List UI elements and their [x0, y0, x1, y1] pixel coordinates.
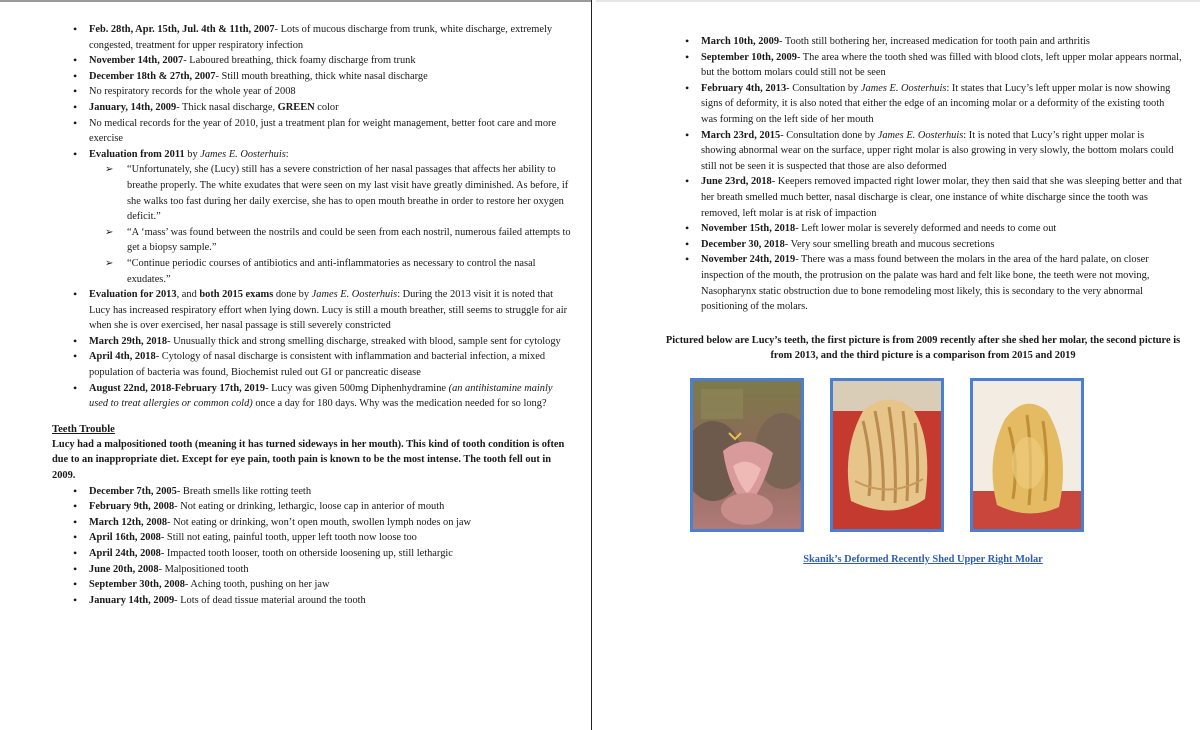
item-text: done by: [273, 289, 312, 301]
item-text: - Aching tooth, pushing on her jaw: [184, 579, 330, 591]
item-text: - Laboured breathing, thick foamy discharge from trunk: [183, 55, 416, 67]
item-text: - Very sour smelling breath and mucous secretions: [784, 238, 995, 250]
molar-photo-icon: [833, 381, 941, 529]
item-date: August 22nd, 2018-February 17th, 2019: [89, 382, 266, 394]
item-text: - Keepers removed impacted right lower molar, they then said that she was sleeping better and that her breath smelled much better, nasal discharge is clear, one instance of white discharge since the tooth was removed, left molar is at risk of impaction: [701, 176, 1182, 219]
list-item: [72, 562, 572, 578]
item-text: - Unusually thick and strong smelling discharge, streaked with blood, sample sent for cytology: [167, 335, 561, 347]
list-item: [72, 100, 572, 116]
item-date: September 30th, 2008: [89, 579, 185, 591]
list-item: [72, 515, 572, 531]
picture-intro: Pictured below are Lucy’s teeth, the first picture is from 2009 recently after she shed her molar, the second picture is from 2013, and the third picture is a comparison from 2015 and 2019: [665, 334, 1181, 362]
item-date: November 15th, 2018: [701, 223, 796, 235]
molar-comparison-icon: [973, 381, 1081, 529]
list-item: [72, 287, 572, 334]
item-text: No respiratory records for the whole year of 2008: [89, 86, 296, 98]
item-text: - Consultation done by: [780, 129, 878, 141]
item-text: by: [184, 148, 201, 160]
list-item: [72, 499, 572, 515]
item-date: December 7th, 2005: [89, 485, 177, 497]
list-item: [684, 128, 1182, 175]
dental-history-list: [684, 34, 1182, 81]
vet-name: James E. Oosterhuis: [877, 129, 964, 141]
respiratory-history-list: [72, 22, 572, 147]
item-date: February 4th, 2013: [701, 82, 787, 94]
section-title: Teeth Trouble: [52, 423, 115, 435]
item-date: GREEN: [277, 101, 315, 113]
item-text: - Malpositioned tooth: [158, 563, 249, 575]
item-text: - Lots of mucous discharge from trunk, white discharge, extremely congested, treatment for upper respiratory infection: [89, 24, 553, 51]
item-date: June 23rd, 2018: [701, 176, 772, 188]
item-date: September 10th, 2009: [701, 51, 797, 63]
item-text: - There was a mass found between the molars in the area of the hard palate, on closer inspection of the mouth, the protrusion on the palate was hard and felt like bone, the teeth were not moving, Nasopharynx static obstruction due to bone remodeling most likely, this is secondary to the very abnormal positioning of the molars.: [701, 254, 1150, 313]
list-item: [72, 84, 572, 100]
item-text: - Not eating or drinking, lethargic, loose cap in anterior of mouth: [174, 501, 445, 513]
item-date: March 10th, 2009: [701, 36, 780, 47]
item-text: - Consultation by: [786, 82, 861, 94]
item-date: Evaluation for 2013: [89, 289, 177, 301]
list-item: [684, 221, 1182, 237]
section-intro: Lucy had a malpositioned tooth (meaning it has turned sideways in her mouth). This kind of tooth condition is often due to an inappropriate diet. Except for eye pain, tooth pain is known to be the most intense. The tooth fell out in 2009.: [52, 438, 565, 482]
item-text: : During the 2013 visit it is noted that Lucy has increased respiratory effort when lying down. Lucy is still a mouth breather, still seems to struggle for air when she is over exercised, her nasal passage is still severely constricted: [89, 289, 568, 332]
item-text: - Still mouth breathing, thick white nasal discharge: [215, 70, 428, 82]
left-document-page: [0, 0, 592, 730]
list-item: [72, 22, 572, 53]
right-document-page: [596, 0, 1200, 730]
item-date: Feb. 28th, Apr. 15th, Jul. 4th & 11th, 2007: [89, 24, 275, 35]
item-date: June 20th, 2008: [89, 563, 159, 575]
item-date: December 30, 2018: [701, 238, 785, 250]
item-date: March 12th, 2008: [89, 516, 168, 528]
mouth-photo-icon: [693, 381, 801, 529]
teeth-photo-2013: [830, 378, 944, 532]
medication-list: [72, 381, 572, 412]
item-date: March 23rd, 2015: [701, 129, 781, 141]
list-item: [684, 174, 1182, 221]
evaluation-2011-list: [72, 147, 572, 334]
item-date: March 29th, 2018: [89, 335, 168, 347]
list-item: [684, 81, 1182, 128]
consultation-list: [684, 81, 1182, 175]
list-item: [72, 116, 572, 147]
list-item: [684, 50, 1182, 81]
item-text: - Still not eating, painful tooth, upper left tooth now loose too: [160, 532, 417, 544]
list-item: [72, 147, 572, 287]
item-text: - Tooth still bothering her, increased medication for tooth pain and arthritis: [779, 36, 1090, 47]
list-item: [684, 34, 1182, 50]
evaluation-quotes: [105, 162, 572, 287]
vet-name: James E. Oosterhuis: [311, 289, 398, 301]
item-date: February 9th, 2008: [89, 501, 175, 513]
item-text: - Lucy was given 500mg Diphenhydramine: [265, 382, 449, 394]
list-item: [72, 593, 572, 609]
item-text: - Impacted tooth looser, tooth on otherside loosening up, still lethargic: [160, 548, 453, 559]
recent-dental-list: [684, 174, 1182, 314]
item-text: , and: [176, 289, 200, 301]
item-date: both 2015 exams: [199, 289, 274, 301]
item-text: - Left lower molar is severely deformed and needs to come out: [795, 223, 1057, 235]
list-item: [72, 546, 572, 562]
item-date: April 4th, 2018: [89, 351, 156, 363]
quote-item: ➢ “Continue periodic courses of antibiotics and anti-inflammatories as necessary to control the nasal exudates.”: [105, 256, 572, 287]
teeth-trouble-section: [52, 422, 572, 609]
item-text: : It is noted that Lucy’s right upper molar is showing abnormal wear on the surface, upper right molar is also growing in very slowly, the bottom molars could still not be seen it is suspected that those are also deformed: [701, 129, 1174, 172]
item-date: November 24th, 2019: [701, 254, 796, 266]
list-item: [72, 69, 572, 85]
item-text: - Breath smells like rotting teeth: [176, 485, 312, 497]
list-item: [72, 577, 572, 593]
vet-name: James E. Oosterhuis: [200, 148, 286, 160]
item-text: :: [285, 148, 289, 160]
list-item: [72, 381, 572, 412]
list-item: [684, 237, 1182, 253]
teeth-photo-row: [684, 378, 1182, 548]
item-text: - Not eating or drinking, won’t open mouth, swollen lymph nodes on jaw: [167, 516, 472, 528]
list-item: [684, 252, 1182, 314]
list-item: [72, 349, 572, 380]
photo-caption-link[interactable]: Skanik’s Deformed Recently Shed Upper Right Molar: [803, 553, 1043, 565]
list-item: [72, 484, 572, 500]
teeth-history-list: [72, 484, 572, 609]
item-date: April 16th, 2008: [89, 532, 161, 544]
quote-item: ➢ “Unfortunately, she (Lucy) still has a severe constriction of her nasal passages that affects her ability to breathe properly. The white exudates that were seen on my last visit have greatly diminished. As before, if she walks too fast during her daily exercise, she has to open mouth breathe in order to restore her oxygen deficit.”: [105, 162, 572, 224]
item-text: - Cytology of nasal discharge is consistent with inflammation and bacterial infection, a mixed population of bacteria was found, Biochemist ruled out GI or pancreatic disease: [89, 351, 546, 379]
item-text: - The area where the tooth shed was filled with blood clots, left upper molar appears normal, but the bottom molars could still not be seen: [701, 51, 1182, 79]
item-text: - Lots of dead tissue material around the tooth: [174, 594, 366, 606]
list-item: [72, 334, 572, 350]
vet-name: James E. Oosterhuis: [860, 82, 947, 94]
teeth-photo-2009: [690, 378, 804, 532]
item-note: (an antihistamine mainly used to treat allergies or common cold): [89, 382, 553, 410]
list-item: [72, 530, 572, 546]
item-text: once a day for 180 days. Why was the medication needed for so long?: [252, 398, 547, 410]
item-date: November 14th, 2007: [89, 55, 184, 67]
item-text: : It states that Lucy’s left upper molar is now showing signs of deformity, it is also noted that either the edge of an incoming molar or a deformity of the existing tooth was forming on the left side of her mouth: [701, 82, 1171, 125]
item-text: color: [314, 101, 339, 113]
item-date: December 18th & 27th, 2007: [89, 70, 216, 82]
item-date: January 14th, 2009: [89, 594, 175, 606]
item-date: Evaluation from 2011: [89, 148, 185, 160]
item-date: January, 14th, 2009: [89, 101, 177, 113]
quote-item: ➢ “A ‘mass’ was found between the nostrils and could be seen from each nostril, numerous failed attempts to get a biopsy sample.”: [105, 225, 572, 256]
item-date: April 24th, 2008: [89, 548, 161, 559]
cytology-list: [72, 334, 572, 381]
list-item: [72, 53, 572, 69]
teeth-photo-comparison: [970, 378, 1084, 532]
item-text: - Thick nasal discharge,: [176, 101, 278, 113]
item-text: No medical records for the year of 2010, just a treatment plan for weight management, better foot care and more exercise: [89, 117, 557, 145]
